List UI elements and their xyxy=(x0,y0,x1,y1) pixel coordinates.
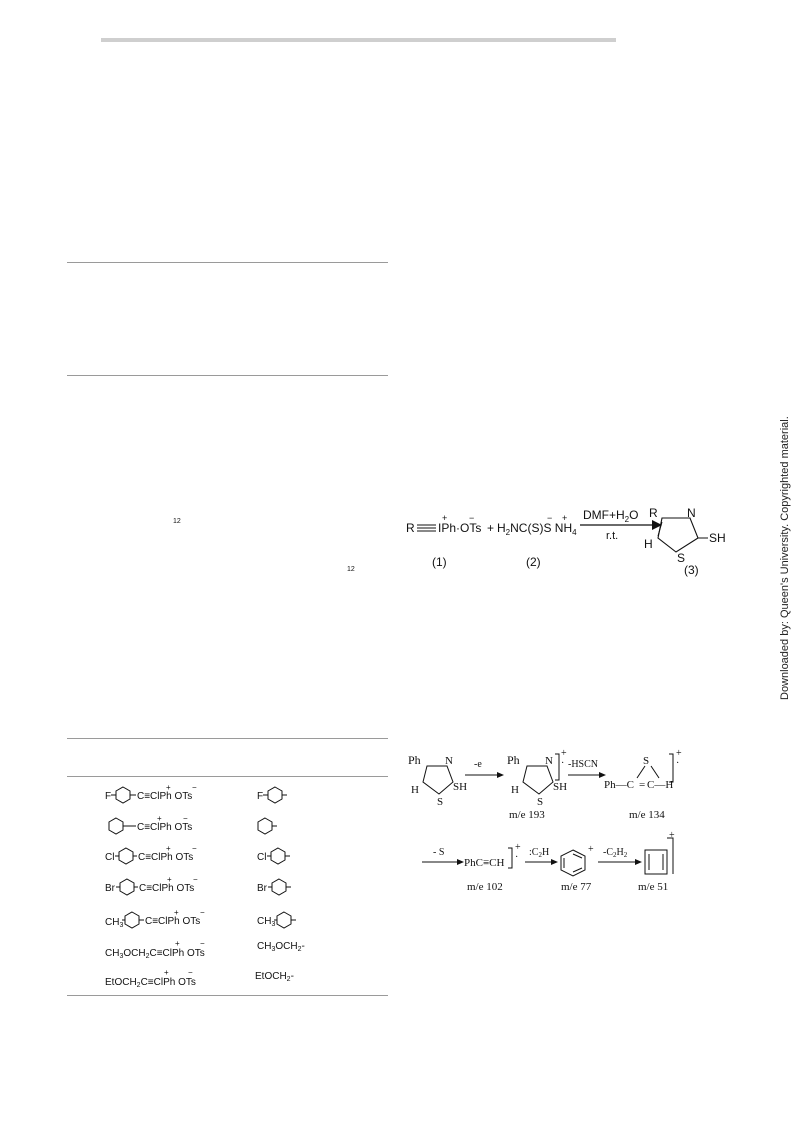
table2-top-rule xyxy=(67,738,388,739)
scheme1-reaction xyxy=(400,500,730,580)
product-R: R xyxy=(649,506,658,520)
svg-text:−: − xyxy=(547,513,553,523)
svg-text:Br: Br xyxy=(105,883,115,894)
svg-text:·: · xyxy=(676,758,680,769)
ion2-S: S xyxy=(643,755,650,767)
svg-text:F: F xyxy=(257,791,264,802)
svg-text:SH: SH xyxy=(553,781,568,793)
svg-text:+: + xyxy=(442,513,448,523)
table1-bottom-rule xyxy=(67,375,388,376)
ion1-mz: m/e 193 xyxy=(509,809,545,821)
table-row xyxy=(105,908,296,929)
table2-bottom-rule xyxy=(67,995,388,996)
benzene-icon xyxy=(561,850,585,876)
svg-text:H: H xyxy=(511,784,519,796)
svg-text:+: + xyxy=(167,875,172,884)
svg-text:−: − xyxy=(183,814,188,823)
svg-text:−: − xyxy=(200,939,205,948)
step3-label: - S xyxy=(433,847,445,858)
table-row xyxy=(105,875,291,895)
label-1: (1) xyxy=(432,555,447,569)
svg-text:+: + xyxy=(561,748,567,759)
svg-text:+: + xyxy=(588,844,594,855)
step1-label: -e xyxy=(474,759,482,770)
ion2-mz: m/e 134 xyxy=(629,809,665,821)
conditions-bottom: r.t. xyxy=(606,530,619,542)
product-H: H xyxy=(644,537,653,551)
svg-text:−: − xyxy=(469,513,475,523)
table1-top-rule xyxy=(67,262,388,263)
svg-text:−: − xyxy=(188,968,193,977)
ion5-mz: m/e 51 xyxy=(638,881,669,893)
label-3: (3) xyxy=(684,563,699,577)
svg-text:C—H: C—H xyxy=(647,779,674,791)
footnote-mark: 12 xyxy=(347,566,355,573)
start-S: S xyxy=(437,796,444,808)
ion3-formula: PhC≡CH xyxy=(464,857,505,869)
table-row xyxy=(105,968,294,989)
svg-text:C≡ClPh OTs: C≡ClPh OTs xyxy=(137,822,193,833)
svg-text:Cl: Cl xyxy=(257,852,267,863)
ion4-mz: m/e 77 xyxy=(561,881,592,893)
table-row xyxy=(109,814,277,834)
download-watermark: Downloaded by: Queen's University. Copyrighted material. xyxy=(779,416,791,700)
start-H: H xyxy=(411,784,419,796)
table-row xyxy=(105,783,287,803)
footnote-mark: 12 xyxy=(173,518,181,525)
svg-text:N: N xyxy=(545,755,553,767)
step5-label: $-C_2H_2$ xyxy=(603,847,628,859)
svg-text:+: + xyxy=(174,908,179,917)
step4-label: $:C_2H$ xyxy=(529,847,550,859)
svg-text:+: + xyxy=(166,844,171,853)
svg-text:Cl: Cl xyxy=(105,852,115,863)
svg-text:·: · xyxy=(515,852,519,863)
svg-text:+: + xyxy=(562,513,568,523)
plus-sign: + xyxy=(487,521,495,535)
svg-text:−: − xyxy=(193,875,198,884)
svg-text:C≡ClPh OTs: C≡ClPh OTs xyxy=(139,883,195,894)
table2-body xyxy=(100,780,390,990)
svg-text:C≡ClPh OTs: C≡ClPh OTs xyxy=(145,916,201,927)
label-2: (2) xyxy=(526,555,541,569)
svg-text:−: − xyxy=(192,844,197,853)
table-row xyxy=(105,939,305,960)
svg-text:EtOCH2-: EtOCH$_2$- xyxy=(255,971,294,983)
table2-header-rule xyxy=(67,776,388,777)
svg-text:+: + xyxy=(175,939,180,948)
step2-label: -HSCN xyxy=(568,759,599,770)
reactant-R: R xyxy=(406,521,415,535)
start-N: N xyxy=(445,755,453,767)
scheme2-fragmentation xyxy=(405,742,705,902)
svg-text:Ph: Ph xyxy=(507,753,520,767)
svg-text:+: + xyxy=(676,748,682,759)
svg-text:S: S xyxy=(537,796,544,808)
svg-text:Br: Br xyxy=(257,883,267,894)
svg-text:CH3OCH2-: $CH_3OCH_2-$ xyxy=(257,941,305,953)
svg-text:+: + xyxy=(157,814,162,823)
svg-text:CH3: $CH_3$ xyxy=(105,917,124,929)
svg-text:+: + xyxy=(669,830,675,841)
product-N: N xyxy=(687,506,696,520)
ion3-mz: m/e 102 xyxy=(467,881,503,893)
product-S: S xyxy=(677,551,686,565)
svg-text:=: = xyxy=(639,779,646,791)
svg-text:·: · xyxy=(561,758,565,769)
start-SH: SH xyxy=(453,781,468,793)
table-row xyxy=(105,844,290,864)
svg-text:+: + xyxy=(164,968,169,977)
svg-text:CH3OCH2C≡ClPh OTs: $CH_3OCH_2C\equiv ClPh$ OTs xyxy=(105,948,205,960)
reactant1: IPh·OTs xyxy=(438,521,482,535)
svg-text:C≡ClPh OTs: C≡ClPh OTs xyxy=(137,791,193,802)
svg-text:CH3: $CH_3$ xyxy=(257,916,276,928)
svg-text:+: + xyxy=(515,842,521,853)
svg-text:F: F xyxy=(105,791,112,802)
svg-text:C≡ClPh OTs: C≡ClPh OTs xyxy=(138,852,194,863)
svg-text:EtOCH2C≡ClPh OTs: EtOCH$_2$C≡ClPh OTs xyxy=(105,977,196,989)
start-Ph: Ph xyxy=(408,753,421,767)
svg-text:+: + xyxy=(166,783,171,792)
svg-text:−: − xyxy=(192,783,197,792)
svg-text:−: − xyxy=(200,908,205,917)
product-SH: SH xyxy=(709,531,726,545)
header-rule xyxy=(101,38,616,42)
cyclobutadiene-icon xyxy=(645,850,667,874)
conditions-top: $DMF+H_2O$ xyxy=(583,508,639,524)
reactant2: $H_2NC(S)S$ $NH_4$ xyxy=(497,521,577,537)
svg-text:Ph—C: Ph—C xyxy=(604,779,634,791)
